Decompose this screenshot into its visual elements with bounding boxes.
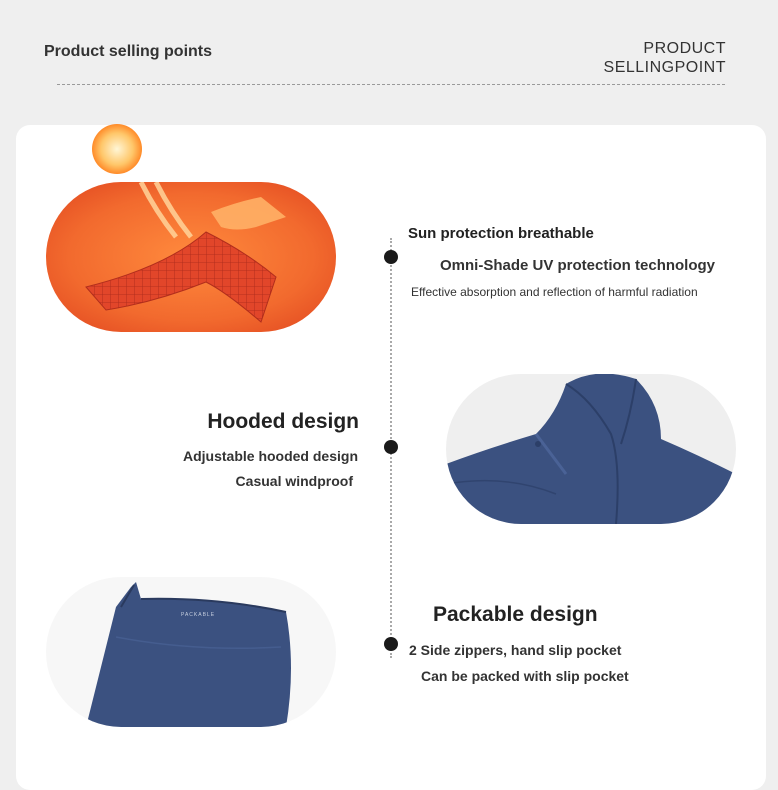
packable-pouch-image: [46, 577, 336, 727]
timeline-dot-pack: [384, 637, 398, 651]
section-label: [604, 39, 726, 77]
section-title: Product selling points: [44, 43, 213, 60]
pouch-print: PACKABLE: [181, 612, 216, 618]
sun-icon: [92, 124, 142, 174]
packable-design-line1: 2 Side zippers, hand slip pocket: [409, 642, 622, 658]
timeline-dot-hood: [384, 440, 398, 454]
hooded-jacket-image: [446, 374, 736, 524]
sun-protection-image: [46, 182, 336, 332]
hooded-design-line2: Casual windproof: [235, 473, 353, 489]
timeline-dot-sun: [384, 250, 398, 264]
packable-design-line2: Can be packed with slip pocket: [421, 668, 629, 684]
hooded-design-line1: Adjustable hooded design: [182, 448, 358, 464]
packable-design-title: Packable design: [433, 603, 598, 626]
header-divider: [57, 84, 725, 85]
section-label-line1: PRODUCT: [643, 40, 726, 57]
sun-protection-title: Sun protection breathable: [408, 225, 594, 242]
section-label-line2: SELLINGPOINT: [603, 59, 726, 76]
hooded-design-title: Hooded design: [207, 410, 359, 433]
sun-protection-subtitle: Omni-Shade UV protection technology: [440, 257, 716, 274]
sun-protection-description: Effective absorption and reflection of harmful radiation: [411, 285, 698, 299]
